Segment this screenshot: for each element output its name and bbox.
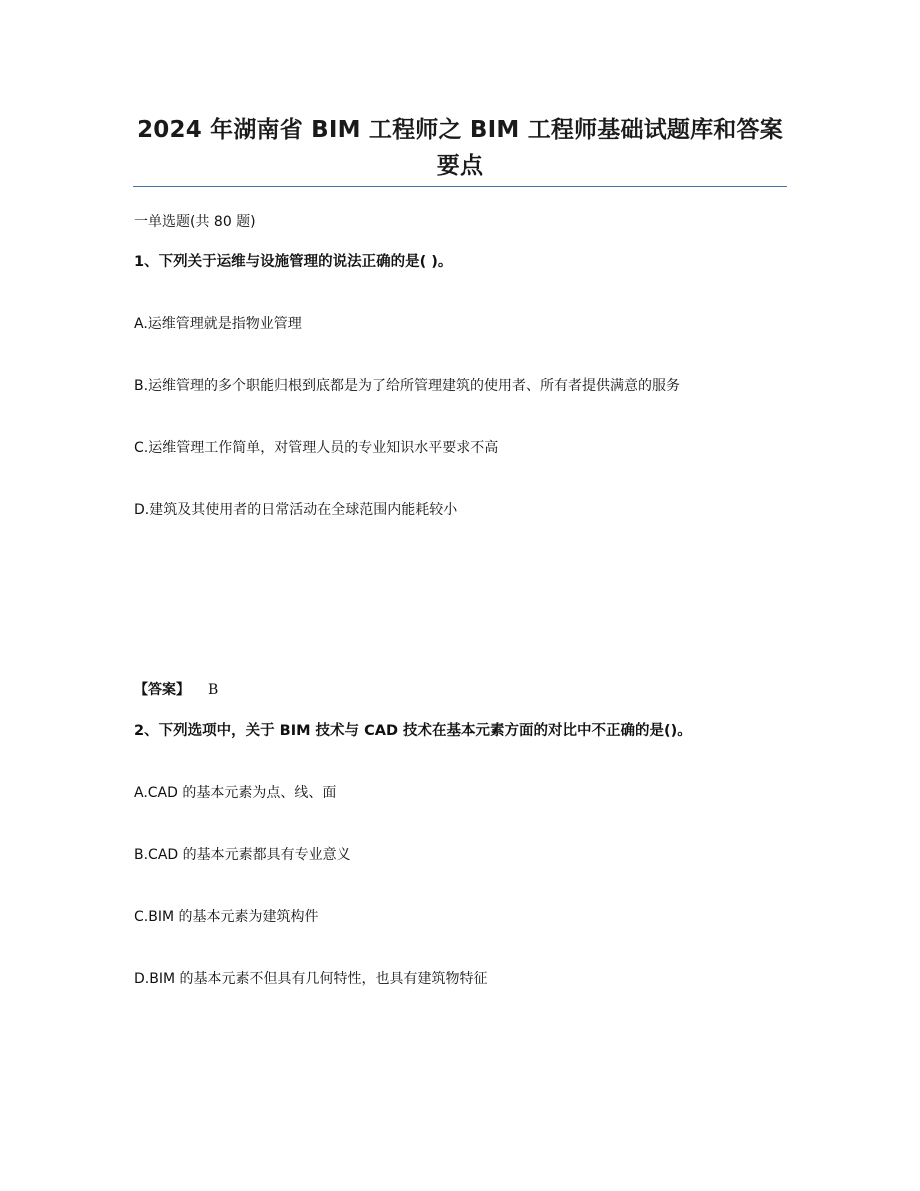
answer-label: 【答案】 [134, 682, 190, 698]
title-line-2: 要点 [436, 153, 484, 179]
question-1-stem: 1、下列关于运维与设施管理的说法正确的是( )。 [134, 254, 453, 270]
question-2-option-d: D.BIM 的基本元素不但具有几何特性，也具有建筑物特征 [134, 971, 488, 987]
question-1-option-d: D.建筑及其使用者的日常活动在全球范围内能耗较小 [134, 502, 458, 518]
question-2-option-a: A.CAD 的基本元素为点、线、面 [134, 785, 337, 801]
title-divider [133, 186, 787, 187]
question-1-answer [134, 679, 218, 701]
question-1-option-b: B.运维管理的多个职能归根到底都是为了给所管理建筑的使用者、所有者提供满意的服务 [134, 378, 681, 394]
document-title [133, 112, 787, 184]
question-1-option-a: A.运维管理就是指物业管理 [134, 316, 302, 332]
question-2-stem: 2、下列选项中，关于 BIM 技术与 CAD 技术在基本元素方面的对比中不正确的是()。 [134, 723, 692, 739]
question-1-option-c: C.运维管理工作简单，对管理人员的专业知识水平要求不高 [134, 440, 499, 456]
question-2-option-b: B.CAD 的基本元素都具有专业意义 [134, 847, 351, 863]
section-header: 一单选题(共 80 题) [134, 214, 256, 230]
answer-value: B [208, 682, 219, 698]
title-line-1: 2024 年湖南省 BIM 工程师之 BIM 工程师基础试题库和答案 [137, 117, 783, 143]
question-2-option-c: C.BIM 的基本元素为建筑构件 [134, 909, 319, 925]
